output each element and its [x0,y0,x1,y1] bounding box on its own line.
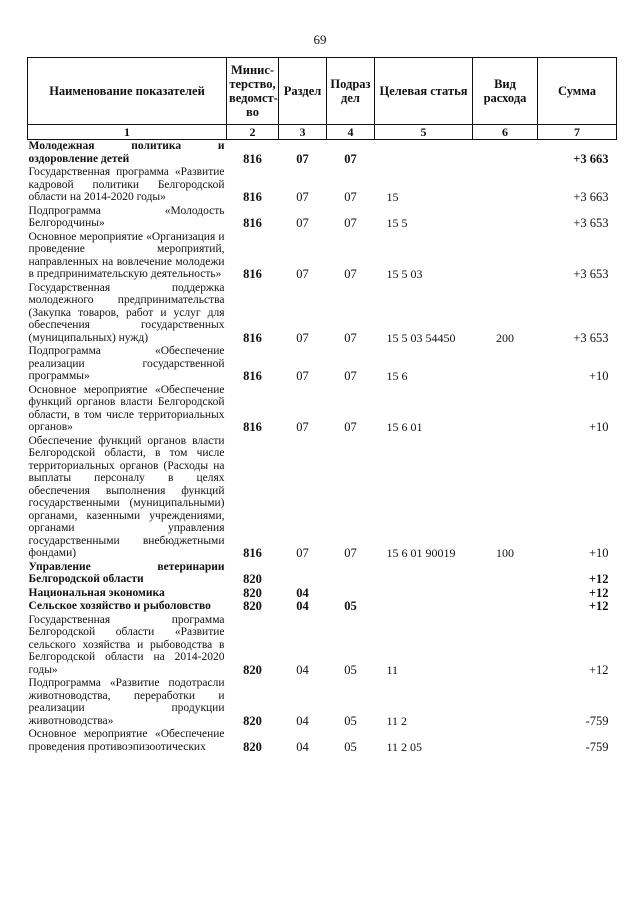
row-name: Сельское хозяйство и рыболовство [28,600,211,612]
table-row [28,587,617,601]
row-ministry-code: 816 [243,420,262,434]
budget-table [27,57,617,754]
row-target-article: 15 5 03 54450 [386,330,456,345]
row-ministry-code: 816 [243,190,262,204]
table-row [28,231,617,282]
row-expense-kind [473,231,538,282]
row-section-code: 04 [296,662,309,677]
row-name: Подпрограмма «Развитие подотрасли животноводства, переработки и реализации продукции животноводства» [28,677,225,727]
row-expense-kind [473,166,538,205]
row-section-code: 07 [296,216,309,230]
row-name: Подпрограмма «Молодость Белгородчины» [28,204,225,229]
row-ministry-code: 816 [243,267,262,281]
row-ministry-code: 816 [243,369,262,383]
row-target-article: 11 [386,662,399,677]
row-expense-kind [473,614,538,678]
row-ministry-code: 816 [243,151,262,166]
row-name: Основное мероприятие «Обеспечение функций органов власти Белгородской области, в том числе территориальных органов» [28,383,225,433]
row-subsection-code: 07 [344,216,357,230]
row-name: Молодежная политика и оздоровление детей [28,140,225,165]
table-row [28,614,617,678]
table-row [28,345,617,384]
row-section-code: 07 [296,369,309,383]
row-sum: -759 [585,739,609,754]
row-ministry-code: 820 [243,585,262,600]
row-expense-kind [473,345,538,384]
row-sum: +3 653 [573,330,609,345]
row-subsection-code: 07 [344,330,357,345]
row-expense-kind [473,600,538,614]
row-target-article [375,600,473,614]
row-target-article [375,561,473,587]
row-section-code: 07 [296,151,309,166]
row-subsection-code: 05 [344,713,357,728]
row-section-code: 04 [296,713,309,728]
row-sum: -759 [585,713,609,728]
page-number: 69 [313,32,327,47]
row-target-article: 11 2 [386,713,408,728]
row-ministry-code: 816 [243,330,262,345]
row-expense-kind: 200 [496,330,514,345]
row-sum: +12 [588,572,609,586]
row-name: Обеспечение функций органов власти Белгородской области, в том числе территориальных органов (Расходы на выплаты персоналу в целях обеспечения выполнения функций государственными (муниципальными) органами, казенными учреждениями, органами управления государственными внебюджетными фондами) [28,434,225,559]
row-subsection-code: 05 [344,599,357,613]
header-section: Раздел [279,58,327,125]
row-ministry-code: 816 [243,546,262,560]
table-row [28,166,617,205]
row-name: Управление ветеринарии Белгородской области [28,560,225,585]
row-subsection-code [327,587,375,601]
row-target-article: 11 2 05 [386,739,423,754]
table-row [28,600,617,614]
table-row [28,677,617,728]
row-expense-kind [473,677,538,728]
row-ministry-code: 820 [243,713,262,728]
header-expense-kind: Вид расхода [473,58,538,125]
row-subsection-code: 05 [344,662,357,677]
column-number: 1 [28,125,227,140]
row-expense-kind: 100 [496,546,514,560]
column-number-row [28,125,617,140]
row-ministry-code: 820 [243,599,262,613]
table-header-row [28,58,617,125]
row-subsection-code: 07 [344,420,357,434]
row-sum: +10 [588,420,609,434]
table-row [28,435,617,561]
table-row [28,384,617,435]
row-sum: +12 [588,585,609,600]
row-sum: +12 [588,662,609,677]
table-body [28,140,617,755]
row-target-article: 15 5 03 [386,267,423,281]
row-section-code [279,561,327,587]
row-ministry-code: 820 [243,662,262,677]
row-section-code: 07 [296,546,309,560]
row-ministry-code: 816 [243,216,262,230]
header-subsection: Подраз дел [327,58,375,125]
column-number: 6 [473,125,538,140]
row-expense-kind [473,384,538,435]
row-section-code: 07 [296,190,309,204]
row-sum: +3 653 [573,267,609,281]
row-target-article: 15 6 [386,369,408,383]
row-sum: +3 663 [573,190,609,204]
row-ministry-code: 820 [243,739,262,754]
row-name: Основное мероприятие «Обеспечение проведения противоэпизоотических [28,728,225,753]
row-sum: +3 653 [573,216,609,230]
column-number: 3 [279,125,327,140]
row-subsection-code: 07 [344,190,357,204]
row-subsection-code: 07 [344,546,357,560]
row-ministry-code: 820 [243,572,262,586]
column-number: 2 [227,125,279,140]
row-section-code: 04 [296,585,309,600]
table-row [28,205,617,231]
row-target-article: 15 [386,190,399,204]
row-section-code: 04 [296,599,309,613]
row-target-article: 15 6 01 90019 [386,546,456,560]
header-sum: Сумма [538,58,617,125]
row-section-code: 07 [296,420,309,434]
row-name: Подпрограмма «Обеспечение реализации государственной программы» [28,345,225,382]
row-subsection-code: 07 [344,369,357,383]
row-subsection-code [327,561,375,587]
table-row [28,140,617,167]
row-expense-kind [473,140,538,167]
row-sum: +12 [588,599,609,613]
row-name: Государственная программа «Развитие кадровой политики Белгородской области на 2014-2020 годы» [28,166,225,203]
row-subsection-code: 07 [344,267,357,281]
row-sum: +10 [588,369,609,383]
row-target-article: 15 5 [386,216,408,230]
row-expense-kind [473,587,538,601]
row-expense-kind [473,205,538,231]
row-name: Национальная экономика [28,586,165,599]
row-target-article [375,140,473,167]
row-expense-kind [473,728,538,754]
row-target-article [375,587,473,601]
row-name: Государственная поддержка молодежного предпринимательства (Закупка товаров, работ и услуг для обеспечения государственных (муниципальных) нужд) [28,281,225,344]
row-subsection-code: 05 [344,739,357,754]
table-row [28,728,617,754]
row-subsection-code: 07 [344,151,357,166]
header-target-article: Целевая статья [375,58,473,125]
row-name: Основное мероприятие «Организация и проведение мероприятий, направленных на вовлечение молодежи в предпринимательскую деятельность» [28,230,225,280]
column-number: 5 [375,125,473,140]
row-target-article: 15 6 01 [386,420,423,434]
table-row [28,561,617,587]
row-section-code: 04 [296,739,309,754]
row-sum: +10 [588,546,609,560]
column-number: 7 [538,125,617,140]
row-section-code: 07 [296,267,309,281]
row-sum: +3 663 [573,151,609,166]
row-name: Государственная программа Белгородской области «Развитие сельского хозяйства и рыбоводства в Белгородской области на 2014-2020 годы» [28,613,225,676]
row-expense-kind [473,561,538,587]
table-row [28,282,617,346]
column-number: 4 [327,125,375,140]
header-ministry: Минис-терство, ведомст-во [227,58,279,125]
row-section-code: 07 [296,330,309,345]
header-indicator-name: Наименование показателей [28,58,227,125]
